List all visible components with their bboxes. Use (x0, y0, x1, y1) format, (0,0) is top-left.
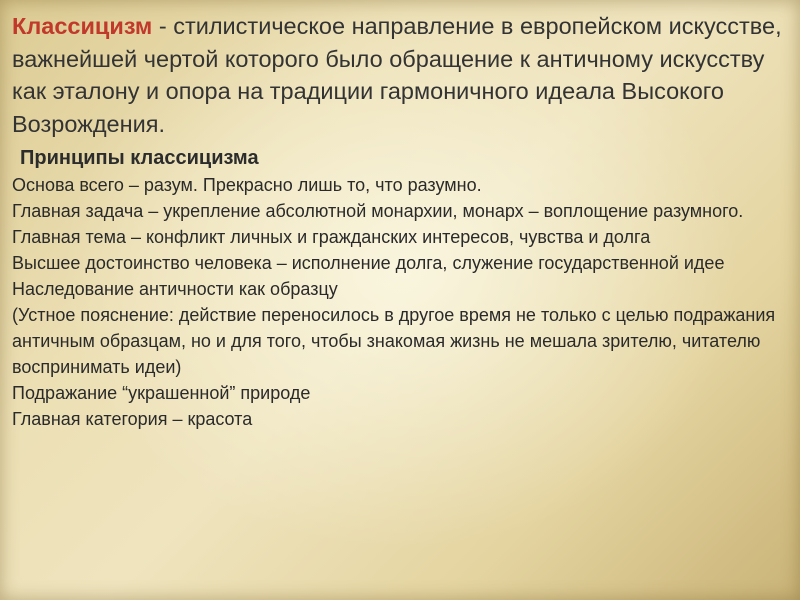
slide-content (12, 10, 788, 432)
principle-item: Высшее достоинство человека – исполнение долга, служение государственной идее (12, 253, 725, 273)
principle-item: Главная тема – конфликт личных и гражданских интересов, чувства и долга (12, 227, 651, 247)
principle-item: Главная категория – красота (12, 409, 253, 429)
definition-paragraph (12, 10, 788, 140)
principles-heading: Принципы классицизма (20, 147, 259, 169)
principle-item: Подражание “украшенной” природе (12, 383, 311, 403)
principle-item: (Устное пояснение: действие переносилось в другое время не только с целью подражания античным образцам, но и для того, чтобы знакомая жизнь не мешала зрителю, читателю воспринимать идеи) (12, 305, 776, 377)
definition-term: Классицизм (12, 13, 153, 39)
principle-item: Основа всего – разум. Прекрасно лишь то, что разумно. (12, 175, 482, 195)
definition-text: - стилистическое направление в европейском искусстве, важнейшей чертой которого было обращение к античному искусству как эталону и опора на традиции гармоничного идеала Высокого Возрождения. (12, 13, 782, 137)
principles-list (12, 172, 788, 432)
principle-item: Наследование античности как образцу (12, 279, 338, 299)
principle-item: Главная задача – укрепление абсолютной монархии, монарх – воплощение разумного. (12, 201, 744, 221)
